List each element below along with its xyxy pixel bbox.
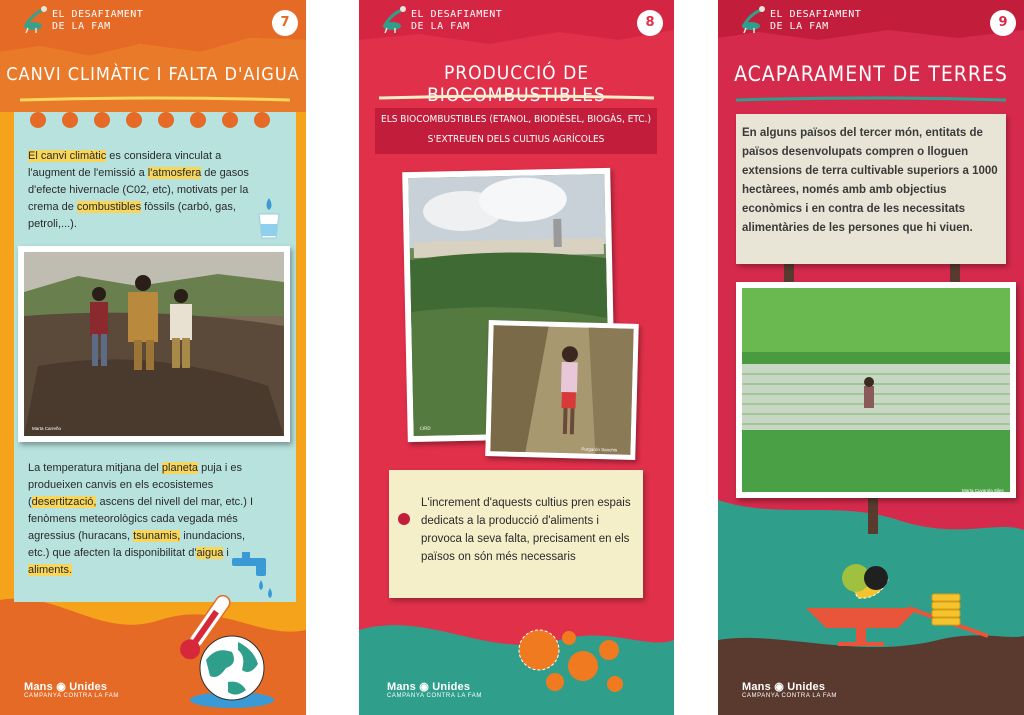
title-underline [0,94,306,108]
mans-unides-logo [742,680,837,699]
text-run: La temperatura mitjana del [28,462,162,474]
balance-scale-icon [778,550,1008,660]
brand-name-left: Mans [742,681,771,693]
campaign-logo-text [411,9,502,33]
photo-girl-field-image [485,320,639,460]
logo-line-2: DE LA FAM [52,21,111,32]
brand-name-right: Unides [69,681,108,693]
pin-icon [397,512,411,526]
campaign-logo-text [52,9,143,33]
highlighted-term: combustibles [76,201,142,213]
subtitle-line-2: S'EXTREUEN DELS CULTIUS AGRÍCOLES [427,134,605,145]
photo-credit: Marta Cuyarola Siles [962,488,1004,493]
panel9-header [718,0,1024,45]
text-run: de gasos d'efecte hivernacle (C02, etc), motivats per la crema de [28,167,249,213]
photo-rice-field-image [736,282,1016,498]
mans-unides-logo [24,680,119,699]
logo-line-1: EL DESAFIAMENT [411,9,503,20]
photo-rice-field [736,282,1016,498]
photo-girl-field [485,320,639,460]
brand-name-right: Unides [432,681,471,693]
brand-name-left: Mans [387,681,416,693]
subtitle-line-1: ELS BIOCOMBUSTIBLES (ETANOL, BIODIÈSEL, BIOGÀS, ETC.) [381,114,651,125]
photo-children-walking [18,246,290,442]
panel-number-badge: 9 [990,10,1016,36]
text-run: es considera vinculat a l'augment de l'emissió a [28,150,222,179]
campaign-logo-text [770,9,861,33]
globe-icon [188,630,278,710]
panel-number-badge: 8 [637,10,663,36]
text-run: puja i es produeixen canvis en els ecosistemes ( [28,462,243,508]
photo-children-walking-image [18,246,290,442]
poster-panel-8 [359,0,674,715]
poster-panel-9 [718,0,1024,715]
poster-panel-7 [0,0,306,715]
highlighted-term: tsunamis, [133,530,181,542]
logo-line-1: EL DESAFIAMENT [770,9,862,20]
brand-name-left: Mans [24,681,53,693]
text-run: i [223,547,229,559]
campaign-logo-icon [381,4,409,34]
brand-tagline: CAMPANYA CONTRA LA FAM [387,693,482,699]
panel-number-badge: 7 [272,10,298,36]
panel-title: CANVI CLIMÀTIC I FALTA D'AIGUA [6,64,300,85]
title-underline [718,94,1024,108]
photo-credit: Marta Carreño [32,426,62,431]
campaign-logo-icon [22,4,50,34]
brand-tagline: CAMPANYA CONTRA LA FAM [742,693,837,699]
globe-mark-icon: ◉ [56,681,66,693]
text-run: inundacions, etc.) que afecten la disponibilitat d' [28,530,246,559]
highlighted-term: aliments. [28,564,73,576]
title-underline [359,92,674,106]
globe-mark-icon: ◉ [419,681,429,693]
highlighted-term: l'atmosfera [147,167,202,179]
highlighted-term: El canvi climàtic [28,150,107,162]
note-binding-holes [0,108,306,138]
highlighted-term: planeta [161,462,199,474]
brand-tagline: CAMPANYA CONTRA LA FAM [24,693,119,699]
photo-credit-2: Purgarón Sanchis [581,446,618,453]
info-sign-text: En alguns països del tercer món, entitats de països desenvolupats compren o lloguen extensions de terra cultivable superiors a 1000 hectàrees, només amb amb objectius econòmics i en contra de les necessitats alimentàries de les persones que hi viuen. [742,127,998,234]
panel7-header [0,0,306,45]
coins-icon [928,590,968,634]
campaign-logo-icon [740,4,768,34]
info-note-text: L'increment d'aquests cultius pren espais dedicats a la producció d'aliments i provoca la seva falta, precisament en els països on són més necessaris [421,497,631,563]
orange-fruits-icon [509,622,639,702]
brand-name-right: Unides [787,681,826,693]
mans-unides-logo [387,680,482,699]
text-run: fòssils (carbó, gas, petroli,...). [28,201,236,230]
info-text-top [28,148,252,233]
globe-mark-icon: ◉ [774,681,784,693]
highlighted-term: desertització, [31,496,97,508]
panel-title: ACAPARAMENT DE TERRES [734,62,1008,86]
water-glass-icon [256,196,282,240]
panel-title: PRODUCCIÓ DE BIOCOMBUSTIBLES [427,62,606,106]
highlighted-term: aigua [196,547,224,559]
logo-line-2: DE LA FAM [770,21,829,32]
panel8-header [359,0,674,45]
text-run: ascens del nivell del mar, etc.) I fenòmens meteorològics cada vegada més agressius (huracans, [28,496,253,542]
logo-line-2: DE LA FAM [411,21,470,32]
photo-credit-1: CIRD [419,425,431,431]
logo-line-1: EL DESAFIAMENT [52,9,144,20]
